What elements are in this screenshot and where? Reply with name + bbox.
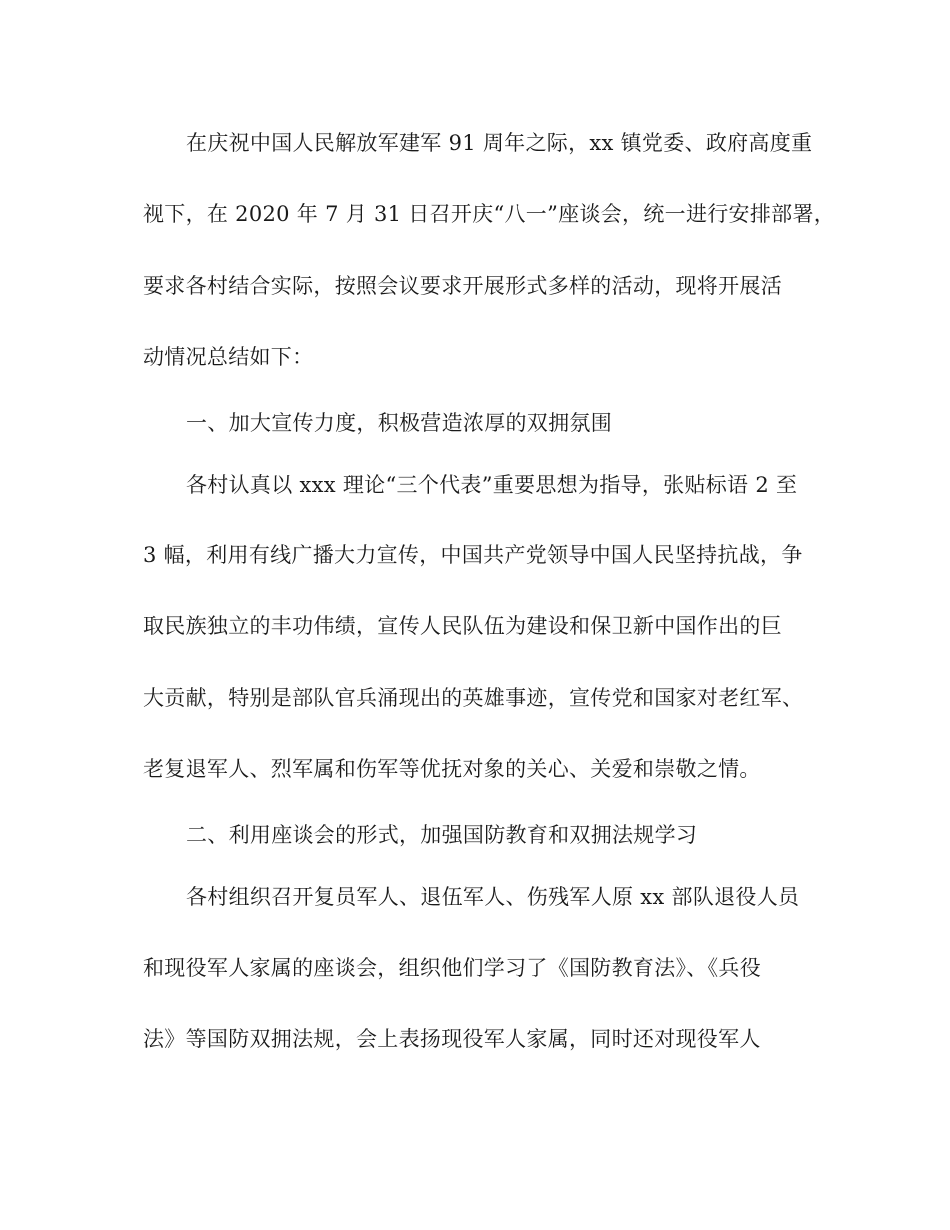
paragraph-1-line-3: 要求各村结合实际，按照会议要求开展形式多样的活动，现将开展活 (143, 274, 782, 298)
paragraph-1-line-2: 视下，在 2020 年 7 月 31 日召开庆“八一”座谈会，统一进行安排部署， (143, 202, 836, 226)
paragraph-2-line-5: 老复退军人、烈军属和伤军等优抚对象的关心、关爱和崇敬之情。 (143, 757, 761, 781)
section-heading-2: 二、利用座谈会的形式，加强国防教育和双拥法规学习 (186, 823, 698, 847)
paragraph-2-line-1: 各村认真以 xxx 理论“三个代表”重要思想为指导，张贴标语 2 至 (186, 473, 798, 497)
paragraph-1-line-4: 动情况总结如下： (143, 345, 314, 369)
paragraph-2-line-4: 大贡献，特别是部队官兵涌现出的英雄事迹，宣传党和国家对老红军、 (143, 686, 804, 710)
paragraph-2-line-3: 取民族独立的丰功伟绩，宣传人民队伍为建设和保卫新中国作出的巨 (143, 614, 782, 638)
paragraph-1-line-1: 在庆祝中国人民解放军建军 91 周年之际，xx 镇党委、政府高度重 (186, 131, 813, 155)
section-heading-1: 一、加大宣传力度，积极营造浓厚的双拥氛围 (186, 411, 612, 435)
paragraph-3-line-3: 法》等国防双拥法规，会上表扬现役军人家属，同时还对现役军人 (143, 1027, 761, 1051)
paragraph-3-line-1: 各村组织召开复员军人、退伍军人、伤残军人原 xx 部队退役人员 (186, 885, 800, 909)
paragraph-3-line-2: 和现役军人家属的座谈会，组织他们学习了《国防教育法》、《兵役 (143, 956, 761, 980)
paragraph-2-line-2: 3 幅，利用有线广播大力宣传，中国共产党领导中国人民坚持抗战，争 (143, 543, 803, 567)
